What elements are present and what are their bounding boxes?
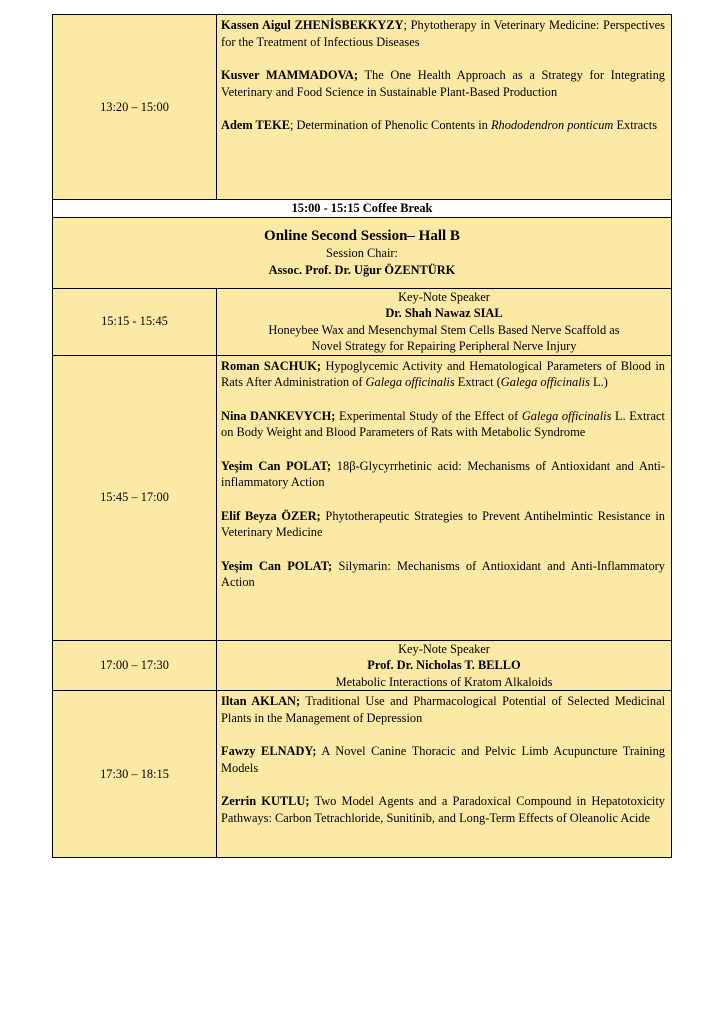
presentation: [221, 793, 665, 826]
speaker-name: Yeşim Can POLAT;: [221, 558, 333, 573]
presentation-title: Traditional Use and Pharmacological Potential of Selected Medicinal Plants in the Management of Depression: [221, 694, 666, 725]
time-slot: 13:20 – 15:00: [53, 15, 217, 200]
speaker-name: Roman SACHUK;: [221, 358, 322, 373]
time-slot: 15:45 – 17:00: [53, 355, 217, 640]
program-row: [53, 691, 672, 858]
session-chair-label: Session Chair:: [326, 246, 398, 260]
presentation: [221, 693, 665, 726]
speaker-name: Nina DANKEVYCH;: [221, 408, 336, 423]
keynote-title-line: Novel Strategy for Repairing Peripheral Nerve Injury: [311, 339, 577, 353]
presentation: Kassen Aigul ZHENİSBEKKYZY; Phytotherapy in Veterinary Medicine: Perspectives for the Treatment of Infectious Diseases: [221, 18, 665, 49]
presentation-title: Silymarin: Mechanisms of Antioxidant and Anti-Inflammatory Action: [221, 558, 665, 589]
speaker-name: Zerrin KUTLU;: [221, 794, 310, 808]
presentation: [221, 458, 665, 491]
presentation: [221, 408, 665, 441]
presentation: [221, 358, 665, 391]
speaker-name: Kusver MAMMADOVA;: [221, 68, 358, 82]
time-slot: 17:30 – 18:15: [53, 691, 217, 858]
keynote-label: Key-Note Speaker: [398, 641, 490, 656]
presentation-list: [217, 15, 672, 200]
presentation-title: A Novel Canine Thoracic and Pelvic Limb Acupuncture Training Models: [221, 744, 665, 775]
keynote-speaker: Prof. Dr. Nicholas T. BELLO: [367, 658, 521, 672]
presentation-title: Hypoglycemic Activity and Hematological Parameters of Blood in Rats After Administration of Galega officinalis Extract (Galega officinalis L.): [221, 358, 665, 389]
program-row: [53, 355, 672, 640]
speaker-name: Iltan AKLAN;: [221, 694, 301, 708]
keynote-row: [53, 288, 672, 355]
presentation: [221, 67, 665, 100]
presentation: [221, 558, 665, 591]
speaker-name: Kassen Aigul ZHENİSBEKKYZY: [221, 18, 404, 32]
program-table: [52, 14, 672, 858]
speaker-name: Yeşim Can POLAT;: [221, 458, 332, 473]
presentation-title: Phytotherapy in Veterinary Medicine: Perspectives for the Treatment of Infectious Diseases: [221, 18, 665, 49]
program-row: [53, 15, 672, 200]
coffee-break: 15:00 - 15:15 Coffee Break: [53, 200, 672, 218]
keynote-row: [53, 640, 672, 691]
speaker-name: Adem TEKE: [221, 118, 290, 132]
speaker-name: Fawzy ELNADY;: [221, 744, 317, 758]
coffee-break-row: [53, 200, 672, 218]
speaker-name: Elif Beyza ÖZER;: [221, 508, 321, 523]
presentation-list: [217, 691, 672, 858]
presentation-title: Phytotherapeutic Strategies to Prevent Antihelmintic Resistance in Veterinary Medicine: [221, 508, 665, 539]
presentation: Adem TEKE; Determination of Phenolic Contents in Rhododendron ponticum Extracts: [221, 118, 658, 132]
session-header-row: [53, 217, 672, 288]
keynote-title-line: Honeybee Wax and Mesenchymal Stem Cells Based Nerve Scaffold as: [268, 322, 620, 337]
keynote-block: [217, 640, 672, 691]
keynote-label: Key-Note Speaker: [398, 289, 490, 304]
presentation-list: [217, 355, 672, 640]
presentation-title: Determination of Phenolic Contents in Rhododendron ponticum Extracts: [296, 118, 658, 132]
presentation: [221, 508, 665, 541]
session-title: Online Second Session– Hall B: [264, 228, 460, 244]
presentation-title: The One Health Approach as a Strategy for Integrating Veterinary and Food Science in Sustainable Plant-Based Production: [221, 68, 665, 99]
presentation-title: Two Model Agents and a Paradoxical Compound in Hepatotoxicity Pathways: Carbon Tetrachloride, Sunitinib, and Long-Term Effects of Oleanolic Acide: [221, 794, 666, 825]
session-header: [53, 217, 672, 288]
time-slot: 17:00 – 17:30: [53, 640, 217, 691]
time-slot: 15:15 - 15:45: [53, 288, 217, 355]
presentation-title: 18β-Glycyrrhetinic acid: Mechanisms of Antioxidant and Anti-inflammatory Action: [221, 458, 666, 489]
presentation-title: Experimental Study of the Effect of Galega officinalis L. Extract on Body Weight and Blood Parameters of Rats with Metabolic Syndrome: [221, 408, 665, 439]
keynote-block: [217, 288, 672, 355]
keynote-speaker: Dr. Shah Nawaz SIAL: [385, 306, 503, 320]
session-chair: Assoc. Prof. Dr. Uğur ÖZENTÜRK: [268, 262, 456, 277]
presentation: [221, 743, 665, 776]
keynote-title: Metabolic Interactions of Kratom Alkaloids: [335, 674, 553, 689]
